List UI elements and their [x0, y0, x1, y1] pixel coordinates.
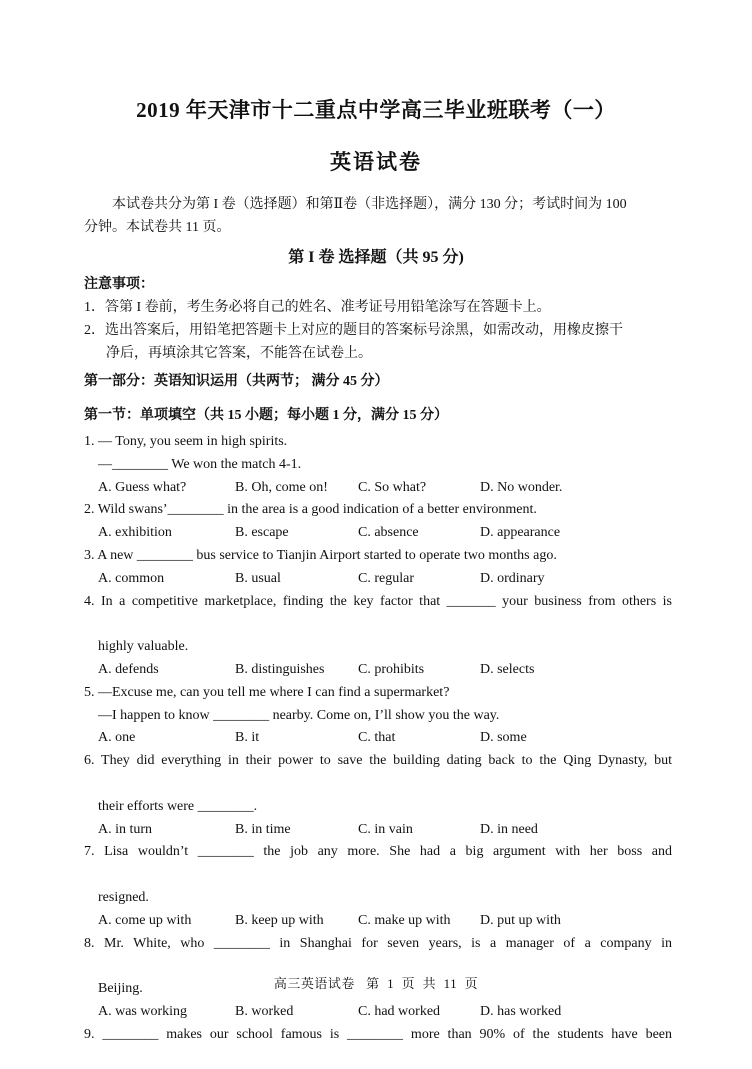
exam-title: 2019 年天津市十二重点中学高三毕业班联考（一）	[136, 98, 616, 122]
option-a: A. Guess what?	[98, 479, 187, 495]
option-a: A. in turn	[98, 821, 153, 837]
option-d: D. some	[480, 730, 527, 746]
question-stem: 7. Lisa wouldn’t ________ the job any more. She had a big argument with her boss and	[84, 844, 672, 860]
question-stem: 3. A new ________ bus service to Tianjin Airport started to operate two months ago.	[84, 547, 557, 563]
notice-item-2-continued: 净后，再填涂其它答案，不能答在试卷上。	[106, 346, 372, 361]
option-d: D. ordinary	[480, 570, 545, 586]
notice-item-2: 2．选出答案后，用铅笔把答题卡上对应的题目的答案标号涂黑，如需改动，用橡皮擦干	[84, 323, 623, 338]
option-c: C. make up with	[358, 912, 451, 928]
question-7	[84, 841, 672, 932]
section-part-one-title: 第一部分：英语知识运用（共两节； 满分 45 分）	[84, 374, 389, 389]
option-b: B. Oh, come on!	[235, 479, 328, 495]
question-1	[84, 431, 672, 499]
question-stem-continued: their efforts were ________.	[98, 798, 258, 814]
options-row	[84, 568, 672, 591]
section-one-title: 第一节：单项填空（共 15 小题；每小题 1 分，满分 15 分）	[84, 408, 448, 423]
option-b: B. escape	[235, 525, 289, 541]
question-stem: 6. They did everything in their power to save the building dating back to the Qing Dynasty, but	[84, 753, 672, 769]
options-row	[84, 522, 672, 545]
intro-line-2: 分钟。本试卷共 11 页。	[84, 220, 231, 235]
option-a: A. common	[98, 570, 165, 586]
options-row	[84, 477, 672, 500]
question-4	[84, 591, 672, 682]
question-stem-continued: Beijing.	[98, 981, 143, 997]
options-row	[84, 819, 672, 842]
intro-line-1: 本试卷共分为第 I 卷（选择题）和第Ⅱ卷（非选择题），满分 130 分；考试时间为 100	[112, 197, 627, 212]
question-stem-continued: —________ We won the match 4-1.	[98, 456, 302, 472]
notice-title: 注意事项：	[84, 277, 154, 292]
options-row	[84, 1001, 672, 1024]
options-row	[84, 659, 672, 682]
question-2	[84, 499, 672, 545]
question-3	[84, 545, 672, 591]
option-b: B. usual	[235, 570, 281, 586]
option-d: D. appearance	[480, 525, 561, 541]
question-stem: 1. — Tony, you seem in high spirits.	[84, 434, 288, 449]
question-stem: 8. Mr. White, who ________ in Shanghai for seven years, is a manager of a company in	[84, 935, 672, 951]
question-5	[84, 682, 672, 750]
option-b: B. keep up with	[235, 912, 324, 928]
part-one-heading: 第 I 卷 选择题（共 95 分)	[288, 249, 464, 266]
option-c: C. regular	[358, 570, 414, 586]
option-c: C. absence	[358, 525, 419, 541]
option-a: A. exhibition	[98, 525, 172, 541]
question-9	[84, 1024, 672, 1069]
question-stem: 2. Wild swans’________ in the area is a good indication of a better environment.	[84, 502, 537, 518]
exam-subtitle: 英语试卷	[330, 150, 422, 174]
option-d: D. put up with	[480, 912, 561, 928]
option-b: B. it	[235, 730, 260, 746]
option-b: B. worked	[235, 1003, 294, 1019]
option-a: A. defends	[98, 661, 159, 677]
question-stem-continued: resigned.	[98, 889, 149, 905]
option-a: A. was working	[98, 1003, 188, 1019]
notice-item-1: 1．答第 I 卷前，考生务必将自己的姓名、准考证号用铅笔涂写在答题卡上。	[84, 300, 551, 315]
option-d: D. in need	[480, 821, 538, 837]
option-d: D. selects	[480, 661, 535, 677]
page-footer: 高三英语试卷 第 1 页 共 11 页	[273, 976, 479, 991]
question-stem-continued: highly valuable.	[98, 639, 189, 655]
option-c: C. So what?	[358, 479, 427, 495]
option-c: C. in vain	[358, 821, 413, 837]
option-c: C. that	[358, 730, 396, 746]
option-b: B. in time	[235, 821, 291, 837]
option-d: D. has worked	[480, 1003, 562, 1019]
option-d: D. No wonder.	[480, 479, 563, 495]
question-stem-continued: —I happen to know ________ nearby. Come on, I’ll show you the way.	[98, 707, 500, 723]
option-a: A. one	[98, 730, 136, 746]
option-c: C. prohibits	[358, 661, 425, 677]
question-stem: 9. ________ makes our school famous is ________ more than 90% of the students have been	[84, 1026, 672, 1042]
question-6	[84, 750, 672, 841]
question-stem: 4. In a competitive marketplace, finding the key factor that _______ your business from others is	[84, 593, 672, 609]
notice-block	[84, 273, 684, 365]
option-a: A. come up with	[98, 912, 192, 928]
option-c: C. had worked	[358, 1003, 441, 1019]
option-b: B. distinguishes	[235, 661, 325, 677]
intro-paragraph	[84, 193, 674, 239]
question-stem: 5. —Excuse me, can you tell me where I can find a supermarket?	[84, 684, 450, 700]
options-row	[84, 727, 672, 750]
options-row	[84, 910, 672, 933]
